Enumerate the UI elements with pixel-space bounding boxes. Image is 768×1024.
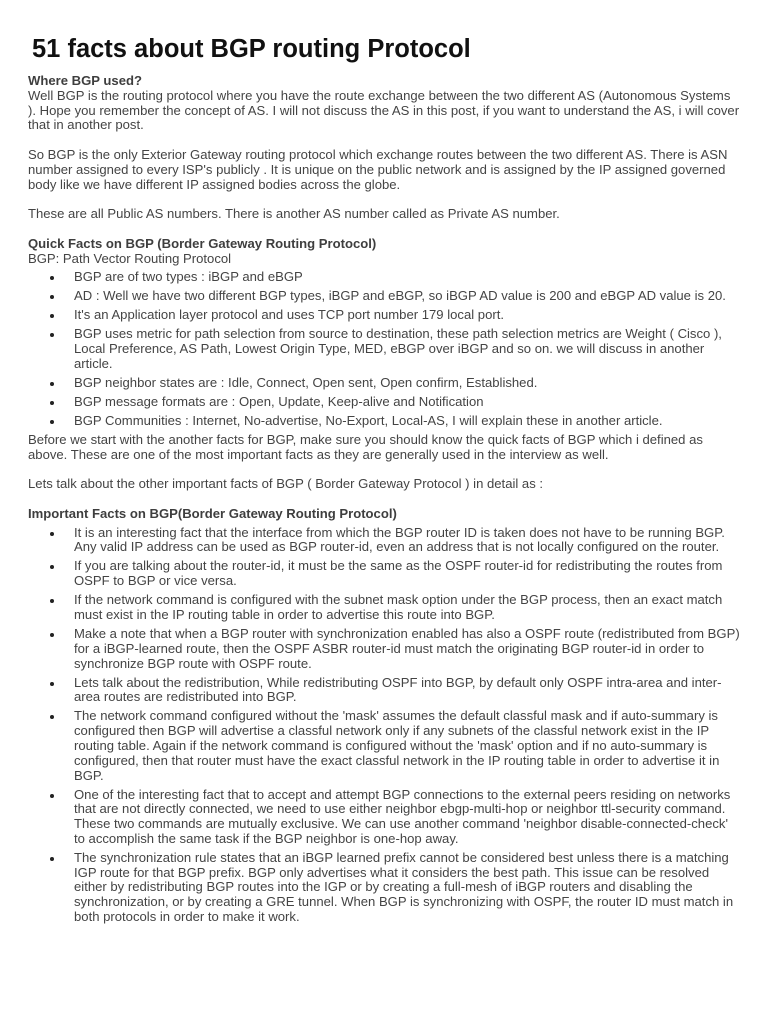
list-item: It is an interesting fact that the interface from which the BGP router ID is taken does not have to be running BGP. Any valid IP address can be used as BGP router-id, even an address that is not locally configured on the router. [28,526,740,556]
quick-facts-list [28,270,740,428]
document-page [28,32,740,929]
intro-paragraph-2: So BGP is the only Exterior Gateway routing protocol which exchange routes between the two different AS. There is ASN number assigned to every ISP's publicly . It is unique on the public network and is assigned by the IP assigned governed body like we have different IP assigned bodies across the globe. [28,146,728,192]
list-item: It's an Application layer protocol and uses TCP port number 179 local port. [28,308,740,323]
list-item: Lets talk about the redistribution, While redistributing OSPF into BGP, by default only OSPF intra-area and inter-area routes are redistributed into BGP. [28,676,740,706]
section-heading-quick-facts: Quick Facts on BGP (Border Gateway Routing Protocol) [28,235,377,251]
list-item: AD : Well we have two different BGP types, iBGP and eBGP, so iBGP AD value is 200 and eBGP AD value is 20. [28,289,740,304]
lets-talk-paragraph: Lets talk about the other important facts of BGP ( Border Gateway Protocol ) in detail as : [28,476,544,492]
list-item: If the network command is configured with the subnet mask option under the BGP process, then an exact match must exist in the IP routing table in order to advertise this route into BGP. [28,593,740,623]
list-item: If you are talking about the router-id, it must be the same as the OSPF router-id for redistributing the routes from OSPF to BGP or vice versa. [28,559,740,589]
list-item: Make a note that when a BGP router with synchronization enabled has also a OSPF route (redistributed from BGP) for a iBGP-learned route, then the OSPF ASBR router-id must match the originating BGP router-id in order to synchronize BGP route with OSPF route. [28,627,740,671]
list-item: BGP Communities : Internet, No-advertise, No-Export, Local-AS, I will explain these in another article. [28,414,740,429]
section-heading-where-bgp-used: Where BGP used? [28,73,142,88]
page-title: 51 facts about BGP routing Protocol [32,35,471,63]
list-item: BGP neighbor states are : Idle, Connect, Open sent, Open confirm, Established. [28,376,740,391]
list-item: BGP message formats are : Open, Update, Keep-alive and Notification [28,395,740,410]
quick-facts-subheading: BGP: Path Vector Routing Protocol [28,250,232,266]
important-facts-list [28,526,740,925]
intro-paragraph-3: These are all Public AS numbers. There is another AS number called as Private AS number. [28,206,560,222]
intro-paragraph-1: Well BGP is the routing protocol where you have the route exchange between the two different AS (Autonomous Systems ). Hope you remember the concept of AS. I will not discuss the AS in this post, if you want to understand the AS, i will cover that in another post. [28,87,740,133]
document-body [28,74,740,925]
quick-facts-after-paragraph: Before we start with the another facts for BGP, make sure you should know the quick facts of BGP which i defined as above. These are one of the most important facts as they are generally used in the interview as well. [28,431,703,462]
list-item: BGP are of two types : iBGP and eBGP [28,270,740,285]
list-item: The synchronization rule states that an iBGP learned prefix cannot be considered best unless there is a matching IGP route for that BGP prefix. BGP only advertises what it considers the best path. This issue can be resolved either by redistributing BGP routes into the IGP or by creating a full-mesh of iBGP routers and disabling the synchronization, or by creating a GRE tunnel. When BGP is synchronizing with OSPF, the router ID must match in both protocols in order to make it work. [28,851,740,925]
list-item: The network command configured without the 'mask' assumes the default classful mask and if auto-summary is configured then BGP will advertise a classful network only if any subnets of the classful network exist in the IP routing table. Again if the network command is configured without the 'mask' option and if no auto-summary is configured, then that router must have the exact classful network in the IP routing table in order to advertise it in BGP. [28,709,740,783]
list-item: One of the interesting fact that to accept and attempt BGP connections to the external peers residing on networks that are not directly connected, we need to use either neighbor ebgp-multi-hop or neighbor ttl-security command. These two commands are mutually exclusive. We can use another command 'neighbor disable-connected-check' to accomplish the same task if the BGP neighbor is one-hop away. [28,788,740,847]
list-item: BGP uses metric for path selection from source to destination, these path selection metrics are Weight ( Cisco ), Local Preference, AS Path, Lowest Origin Type, MED, eBGP over iBGP and so on. we will discuss in another article. [28,327,740,371]
section-heading-important-facts: Important Facts on BGP(Border Gateway Routing Protocol) [28,505,397,521]
